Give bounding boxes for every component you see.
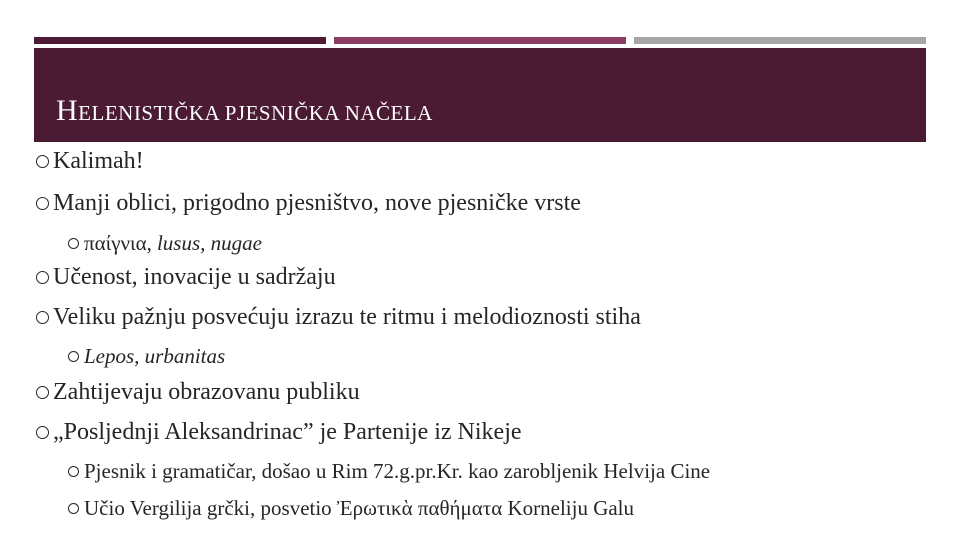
list-item xyxy=(36,148,144,175)
list-item xyxy=(36,304,641,331)
bullet-text: Kalimah! xyxy=(53,148,144,174)
sub-list-item xyxy=(68,496,634,521)
circle-bullet-icon xyxy=(36,426,49,439)
circle-bullet-icon xyxy=(36,271,49,284)
accent-bar-gray xyxy=(634,37,926,44)
circle-bullet-icon xyxy=(36,311,49,324)
sub-list-item xyxy=(68,231,262,256)
title-initial: H xyxy=(56,94,79,127)
slide-title xyxy=(56,94,433,128)
accent-bar-dark xyxy=(34,37,326,44)
bullet-text: „Posljednji Aleksandrinac” je Partenije iz Nikeje xyxy=(53,419,522,445)
sub-list-item xyxy=(68,459,710,484)
bullet-text: Lepos, urbanitas xyxy=(84,344,226,368)
title-rest: ELENISTIČKA PJESNIČKA NAČELA xyxy=(78,101,433,125)
circle-bullet-icon xyxy=(68,503,79,514)
bullet-text: Manji oblici, prigodno pjesništvo, nove pjesničke vrste xyxy=(53,190,581,216)
list-item xyxy=(36,264,336,291)
bullet-text: Zahtijevaju obrazovanu publiku xyxy=(53,379,360,405)
circle-bullet-icon xyxy=(68,466,79,477)
circle-bullet-icon xyxy=(36,155,49,168)
sub-list-item xyxy=(68,344,225,369)
bullet-text: Pjesnik i gramatičar, došao u Rim 72.g.pr.Kr. kao zarobljenik Helvija Cine xyxy=(84,459,711,483)
bullet-text: Učio Vergilija grčki, posvetio Ἐρωτικὰ παθήματα Korneliju Galu xyxy=(84,496,635,520)
bullet-text-greek: παίγνια, xyxy=(84,231,152,255)
list-item xyxy=(36,419,522,446)
bullet-text-latin: lusus, nugae xyxy=(156,231,262,255)
circle-bullet-icon xyxy=(68,238,79,249)
list-item xyxy=(36,379,360,406)
circle-bullet-icon xyxy=(36,197,49,210)
title-band xyxy=(34,48,926,142)
circle-bullet-icon xyxy=(36,386,49,399)
bullet-text: Veliku pažnju posvećuju izrazu te ritmu i melodioznosti stiha xyxy=(53,304,641,330)
list-item xyxy=(36,190,581,217)
circle-bullet-icon xyxy=(68,351,79,362)
bullet-text: Učenost, inovacije u sadržaju xyxy=(53,264,336,290)
accent-bar-mid xyxy=(334,37,626,44)
